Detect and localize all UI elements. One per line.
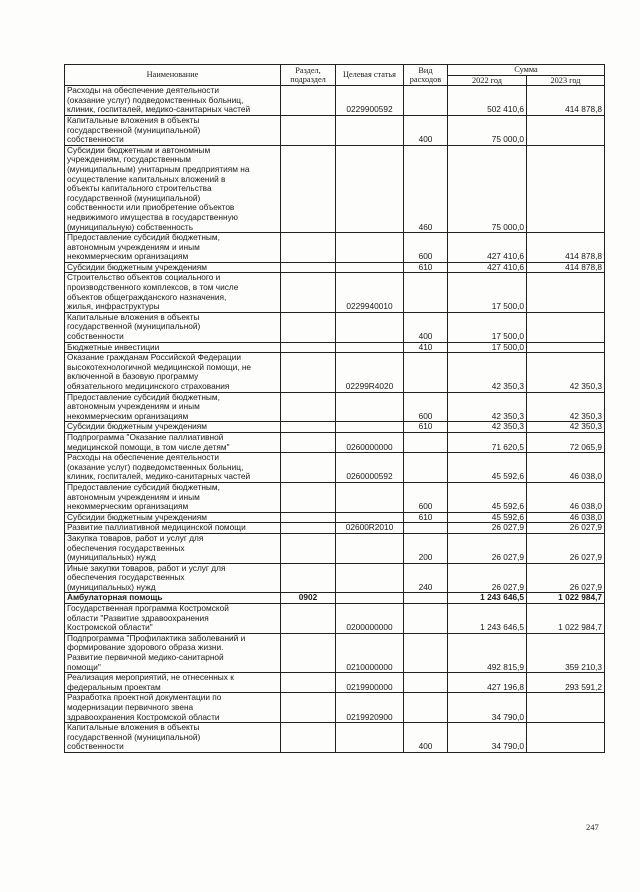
cell-v2022: 17 500,0 — [448, 342, 527, 353]
cell-name: Расходы на обеспечение деятельности (оказание услуг) подведомственных больниц, клиник, госпиталей, медико-санитарных частей — [65, 86, 281, 116]
cell-section — [281, 432, 336, 452]
cell-name: Иные закупки товаров, работ и услуг для обеспечения государственных (муниципальных) нужд — [65, 563, 281, 593]
cell-kind — [404, 604, 448, 634]
cell-kind — [404, 432, 448, 452]
header-kind: Вид расходов — [404, 65, 448, 86]
cell-target: 0219920900 — [336, 693, 404, 723]
cell-kind — [404, 86, 448, 116]
cell-v2022: 45 592,6 — [448, 482, 527, 512]
cell-kind: 600 — [404, 392, 448, 422]
cell-name: Оказание гражданам Российской Федерации высокотехнологичной медицинской помощи, не включенной в базовую программу обязательного медицинского страхования — [65, 353, 281, 392]
cell-kind: 410 — [404, 342, 448, 353]
cell-section — [281, 262, 336, 273]
page-number: 247 — [586, 822, 599, 832]
table-row — [65, 563, 605, 593]
table-row — [65, 523, 605, 534]
cell-section — [281, 533, 336, 563]
cell-target: 02600R2010 — [336, 523, 404, 534]
cell-v2022: 26 027,9 — [448, 533, 527, 563]
cell-kind: 200 — [404, 533, 448, 563]
table-row — [65, 145, 605, 232]
cell-target — [336, 593, 404, 604]
cell-v2022: 26 027,9 — [448, 563, 527, 593]
cell-section — [281, 693, 336, 723]
cell-v2023: 42 350,3 — [527, 353, 605, 392]
cell-target: 0219900000 — [336, 673, 404, 693]
cell-v2023: 72 065,9 — [527, 432, 605, 452]
cell-v2023: 414 878,8 — [527, 233, 605, 263]
cell-target: 0260000000 — [336, 432, 404, 452]
cell-section — [281, 233, 336, 263]
cell-target: 0260000592 — [336, 453, 404, 483]
cell-name: Субсидии бюджетным учреждениям — [65, 262, 281, 273]
table-row — [65, 342, 605, 353]
cell-section — [281, 422, 336, 433]
cell-v2022: 1 243 646,5 — [448, 593, 527, 604]
cell-v2023 — [527, 145, 605, 232]
cell-target — [336, 482, 404, 512]
cell-name: Закупка товаров, работ и услуг для обеспечения государственных (муниципальных) нужд — [65, 533, 281, 563]
cell-v2023: 46 038,0 — [527, 482, 605, 512]
cell-name: Расходы на обеспечение деятельности (оказание услуг) подведомственных больниц, клиник, госпиталей, медико-санитарных частей — [65, 453, 281, 483]
cell-name: Предоставление субсидий бюджетным, автономным учреждениям и иным некоммерческим организациям — [65, 392, 281, 422]
cell-kind: 460 — [404, 145, 448, 232]
cell-v2023: 46 038,0 — [527, 453, 605, 483]
cell-section — [281, 512, 336, 523]
cell-v2023: 359 210,3 — [527, 633, 605, 672]
cell-section — [281, 353, 336, 392]
cell-kind: 400 — [404, 115, 448, 145]
cell-target — [336, 342, 404, 353]
cell-section — [281, 342, 336, 353]
table-row — [65, 86, 605, 116]
cell-v2022: 71 620,5 — [448, 432, 527, 452]
cell-section — [281, 482, 336, 512]
cell-v2023 — [527, 342, 605, 353]
cell-name: Субсидии бюджетным учреждениям — [65, 512, 281, 523]
cell-section — [281, 86, 336, 116]
cell-v2023 — [527, 723, 605, 753]
cell-target — [336, 312, 404, 342]
cell-name: Капитальные вложения в объекты государственной (муниципальной) собственности — [65, 115, 281, 145]
cell-kind: 400 — [404, 312, 448, 342]
table-row — [65, 353, 605, 392]
budget-table — [64, 64, 605, 753]
cell-v2022: 75 000,0 — [448, 145, 527, 232]
cell-v2022: 42 350,3 — [448, 392, 527, 422]
table-row — [65, 673, 605, 693]
cell-v2022: 427 410,6 — [448, 233, 527, 263]
table-row — [65, 633, 605, 672]
cell-section — [281, 392, 336, 422]
cell-v2023: 293 591,2 — [527, 673, 605, 693]
table-row — [65, 533, 605, 563]
table-row — [65, 312, 605, 342]
cell-v2022: 42 350,3 — [448, 422, 527, 433]
cell-v2023: 1 022 984,7 — [527, 604, 605, 634]
cell-target: 0210000000 — [336, 633, 404, 672]
cell-v2022: 427 410,6 — [448, 262, 527, 273]
cell-v2022: 34 790,0 — [448, 693, 527, 723]
table-row — [65, 593, 605, 604]
table-row — [65, 482, 605, 512]
header-year-2023: 2023 год — [527, 75, 605, 86]
cell-section — [281, 633, 336, 672]
cell-name: Амбулаторная помощь — [65, 593, 281, 604]
cell-section — [281, 453, 336, 483]
cell-name: Реализация мероприятий, не отнесенных к федеральным проектам — [65, 673, 281, 693]
cell-v2023 — [527, 115, 605, 145]
cell-name: Разработка проектной документации по модернизации первичного звена здравоохранения Костромской области — [65, 693, 281, 723]
table-row — [65, 453, 605, 483]
cell-target — [336, 512, 404, 523]
cell-kind: 610 — [404, 422, 448, 433]
table-row — [65, 422, 605, 433]
cell-v2023: 414 878,8 — [527, 86, 605, 116]
header-sum: Сумма — [448, 65, 605, 76]
cell-v2022: 45 592,6 — [448, 512, 527, 523]
cell-kind — [404, 593, 448, 604]
header-section: Раздел, подраздел — [281, 65, 336, 86]
cell-name: Капитальные вложения в объекты государственной (муниципальной) собственности — [65, 723, 281, 753]
cell-v2023 — [527, 693, 605, 723]
cell-v2022: 1 243 646,5 — [448, 604, 527, 634]
table-row — [65, 512, 605, 523]
cell-v2023: 26 027,9 — [527, 563, 605, 593]
cell-name: Развитие паллиативной медицинской помощи — [65, 523, 281, 534]
header-year-2022: 2022 год — [448, 75, 527, 86]
cell-section — [281, 145, 336, 232]
cell-target — [336, 563, 404, 593]
cell-v2022: 34 790,0 — [448, 723, 527, 753]
cell-target: 02299R4020 — [336, 353, 404, 392]
cell-name: Субсидии бюджетным учреждениям — [65, 422, 281, 433]
cell-name: Подпрограмма "Оказание паллиативной медицинской помощи, в том числе детям" — [65, 432, 281, 452]
cell-target — [336, 262, 404, 273]
cell-kind: 600 — [404, 233, 448, 263]
cell-section — [281, 723, 336, 753]
table-body — [65, 86, 605, 753]
header-name: Наименование — [65, 65, 281, 86]
cell-v2023 — [527, 312, 605, 342]
cell-section — [281, 673, 336, 693]
cell-name: Строительство объектов социального и производственного комплексов, в том числе объектов общегражданского назначения, жилья, инфраструктуры — [65, 273, 281, 312]
cell-target — [336, 233, 404, 263]
cell-name: Государственная программа Костромской области "Развитие здравоохранения Костромской области" — [65, 604, 281, 634]
cell-kind — [404, 453, 448, 483]
table-row — [65, 693, 605, 723]
cell-target — [336, 115, 404, 145]
table-row — [65, 604, 605, 634]
cell-kind — [404, 523, 448, 534]
cell-section: 0902 — [281, 593, 336, 604]
cell-kind — [404, 353, 448, 392]
cell-name: Капитальные вложения в объекты государственной (муниципальной) собственности — [65, 312, 281, 342]
cell-v2023: 42 350,3 — [527, 422, 605, 433]
cell-v2022: 492 815,9 — [448, 633, 527, 672]
cell-v2022: 17 500,0 — [448, 312, 527, 342]
header-target: Целевая статья — [336, 65, 404, 86]
cell-v2022: 502 410,6 — [448, 86, 527, 116]
cell-v2023: 46 038,0 — [527, 512, 605, 523]
table-row — [65, 273, 605, 312]
cell-v2023: 414 878,8 — [527, 262, 605, 273]
cell-v2022: 75 000,0 — [448, 115, 527, 145]
table-row — [65, 392, 605, 422]
cell-target: 0229940010 — [336, 273, 404, 312]
cell-section — [281, 273, 336, 312]
cell-kind: 610 — [404, 512, 448, 523]
cell-section — [281, 563, 336, 593]
table-row — [65, 262, 605, 273]
cell-target: 0229900592 — [336, 86, 404, 116]
cell-kind: 240 — [404, 563, 448, 593]
cell-v2022: 17 500,0 — [448, 273, 527, 312]
cell-kind — [404, 693, 448, 723]
table-row — [65, 115, 605, 145]
cell-kind: 610 — [404, 262, 448, 273]
cell-section — [281, 604, 336, 634]
table-row — [65, 233, 605, 263]
table-header — [65, 65, 605, 86]
cell-kind: 600 — [404, 482, 448, 512]
cell-target — [336, 723, 404, 753]
cell-target — [336, 533, 404, 563]
cell-kind — [404, 633, 448, 672]
cell-name: Предоставление субсидий бюджетным, автономным учреждениям и иным некоммерческим организациям — [65, 233, 281, 263]
cell-target — [336, 145, 404, 232]
cell-target: 0200000000 — [336, 604, 404, 634]
cell-v2022: 427 196,8 — [448, 673, 527, 693]
cell-v2023 — [527, 273, 605, 312]
cell-name: Подпрограмма "Профилактика заболеваний и формирование здорового образа жизни. Развитие первичной медико-санитарной помощи" — [65, 633, 281, 672]
cell-v2023: 42 350,3 — [527, 392, 605, 422]
cell-kind: 400 — [404, 723, 448, 753]
cell-v2023: 1 022 984,7 — [527, 593, 605, 604]
table-row — [65, 432, 605, 452]
cell-v2023: 26 027,9 — [527, 533, 605, 563]
cell-section — [281, 115, 336, 145]
cell-name: Предоставление субсидий бюджетным, автономным учреждениям и иным некоммерческим организациям — [65, 482, 281, 512]
table-row — [65, 723, 605, 753]
cell-target — [336, 422, 404, 433]
cell-kind — [404, 273, 448, 312]
cell-section — [281, 523, 336, 534]
cell-v2022: 45 592,6 — [448, 453, 527, 483]
cell-target — [336, 392, 404, 422]
cell-name: Бюджетные инвестиции — [65, 342, 281, 353]
cell-v2022: 26 027,9 — [448, 523, 527, 534]
cell-v2023: 26 027,9 — [527, 523, 605, 534]
cell-section — [281, 312, 336, 342]
cell-v2022: 42 350,3 — [448, 353, 527, 392]
cell-kind — [404, 673, 448, 693]
cell-name: Субсидии бюджетным и автономным учреждениям, государственным (муниципальным) унитарным предприятиям на осуществление капитальных вложений в объекты капитального строительства государственной (муниципальной) собственности или приобретение объектов недвижимого имущества в государственную (муниципальную) собственность — [65, 145, 281, 232]
